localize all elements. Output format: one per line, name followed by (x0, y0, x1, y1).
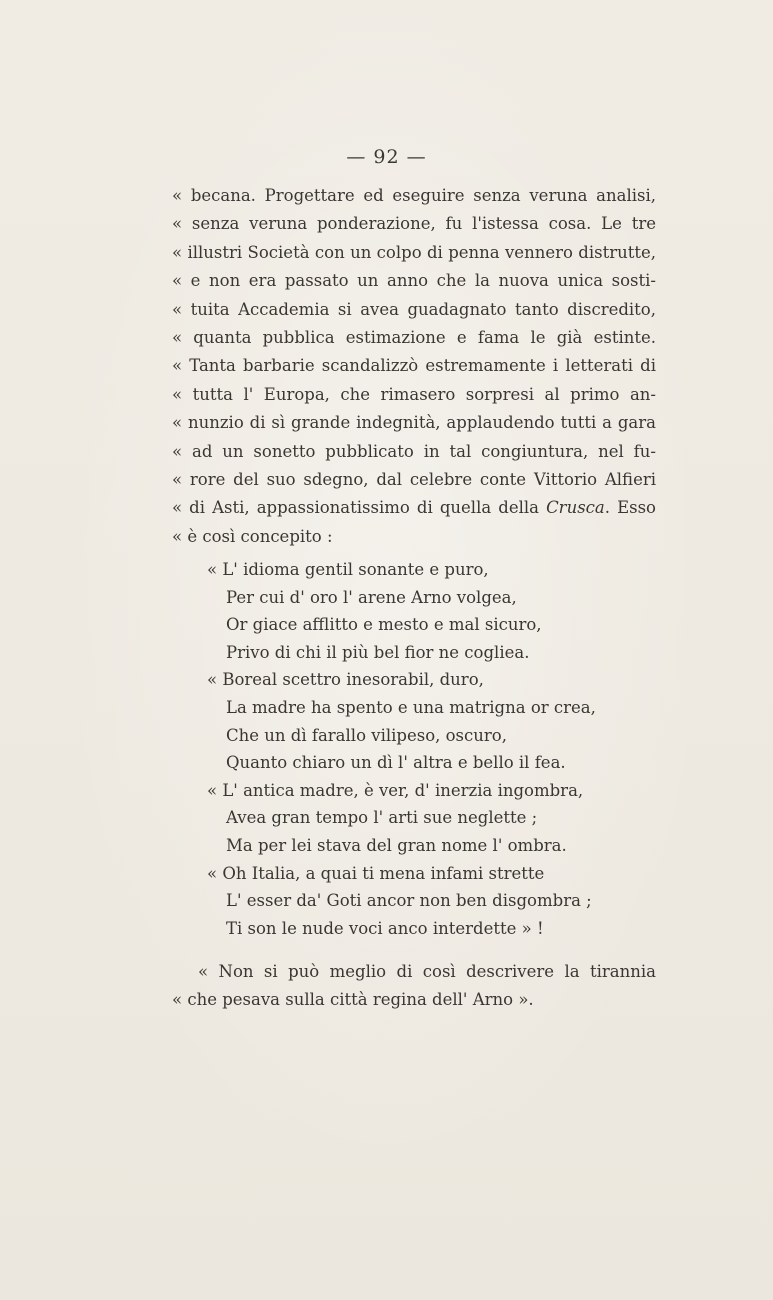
poem-line: « Oh Italia, a quai ti mena infami strette (207, 863, 545, 883)
poem-line: « L' antica madre, è ver, d' inerzia ingombra, (207, 780, 584, 800)
text-line: « Tanta barbarie scandalizzò estremamente i letterati di (172, 356, 656, 376)
text-line: « tutta l' Europa, che rimasero sorpresi al primo an- (172, 384, 656, 404)
text-line: « senza veruna ponderazione, fu l'istessa cosa. Le tre (172, 214, 656, 234)
text-line: « e non era passato un anno che la nuova unica sosti- (172, 271, 656, 291)
sonnet (207, 556, 596, 942)
text-line: « tuita Accademia si avea guadagnato tanto discredito, (172, 299, 656, 319)
italic-word-crusca: Crusca (546, 498, 605, 518)
page-number: — 92 — (346, 146, 427, 168)
closing-paragraph (172, 958, 656, 1015)
poem-line: Per cui d' oro l' arene Arno volgea, (226, 587, 517, 607)
poem-line: Or giace afflitto e mesto e mal sicuro, (226, 615, 542, 635)
text-line: « illustri Società con un colpo di penna vennero distrutte, (172, 242, 656, 262)
poem-line: « L' idioma gentil sonante e puro, (207, 560, 489, 579)
text-segment: . Esso (604, 498, 656, 518)
text-line: « ad un sonetto pubblicato in tal congiuntura, nel fu- (172, 441, 656, 461)
poem-line: Avea gran tempo l' arti sue neglette ; (226, 808, 538, 828)
text-line: « che pesava sulla città regina dell' Arno ». (172, 990, 534, 1010)
text-line: « nunzio di sì grande indegnità, applaudendo tutti a gara (172, 413, 656, 433)
poem-line: Ma per lei stava del gran nome l' ombra. (226, 835, 567, 855)
text-line: « è così concepito : (172, 526, 333, 546)
text-line: « Non si può meglio di così descrivere la tirannia (198, 962, 656, 981)
poem-line: L' esser da' Goti ancor non ben disgombra ; (226, 891, 592, 911)
prose-paragraph (172, 182, 656, 551)
text-line (172, 494, 656, 522)
text-line: « becana. Progettare ed eseguire senza veruna analisi, (172, 186, 656, 205)
text-line: « quanta pubblica estimazione e fama le già estinte. (172, 327, 656, 347)
poem-line: La madre ha spento e una matrigna or crea, (226, 697, 596, 717)
poem-line: « Boreal scettro inesorabil, duro, (207, 670, 484, 690)
text-segment: « di Asti, appassionatissimo di quella della (172, 498, 547, 518)
poem-line: Ti son le nude voci anco interdette » ! (226, 918, 544, 938)
poem-line: Privo di chi il più bel fior ne cogliea. (226, 642, 530, 662)
poem-line: Che un dì farallo vilipeso, oscuro, (226, 725, 507, 745)
text-line: « rore del suo sdegno, dal celebre conte Vittorio Alfieri (172, 469, 656, 489)
poem-line: Quanto chiaro un dì l' altra e bello il fea. (226, 753, 566, 773)
